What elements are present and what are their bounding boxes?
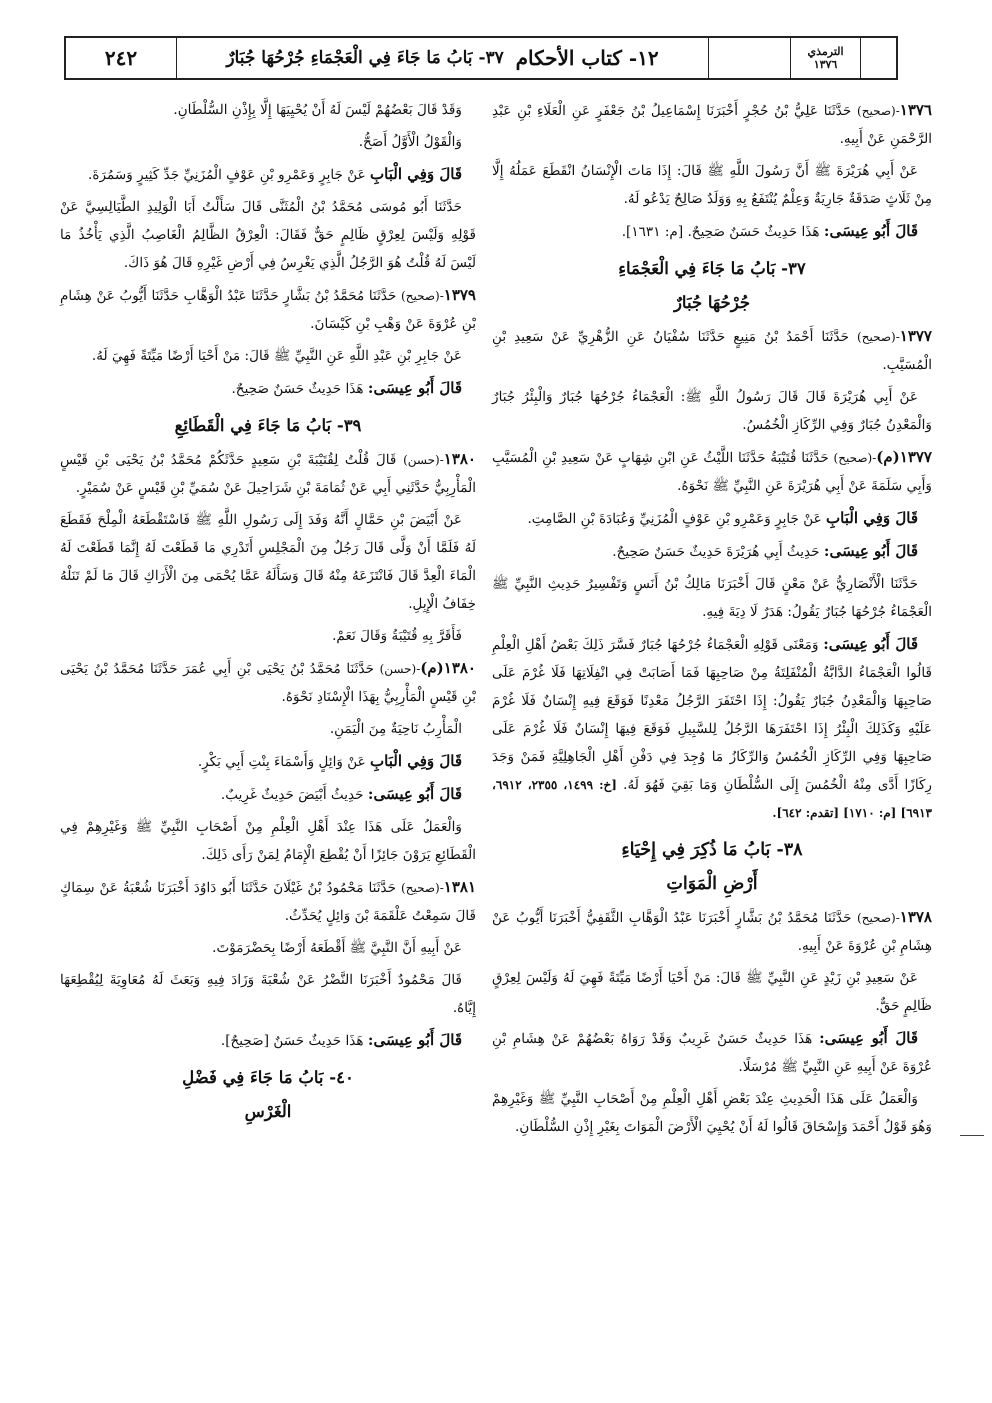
hadith-1381 <box>60 873 476 930</box>
qala-abu-isa: قَالَ أَبُو عِيسَى: <box>823 542 918 560</box>
grading-text: هَذَا حَدِيثٌ حَسَنٌ صَحِيحٌ. <box>231 381 364 397</box>
source-name: الترمذي <box>807 45 844 58</box>
qala-abu-isa: قَالَ أَبُو عِيسَى: <box>367 379 462 397</box>
fil-bab-note <box>492 504 932 533</box>
hadith-number: ١٣٨٠ <box>443 450 476 468</box>
hadith-1379 <box>60 281 476 338</box>
qala-abu-isa: قَالَ أَبُو عِيسَى: <box>367 785 462 803</box>
qala-abu-isa: قَالَ أَبُو عِيسَى: <box>819 1029 919 1047</box>
hadith-matn: عَنْ سَعِيدِ بْنِ زَيْدٍ عَنِ النَّبِيِّ ﷺ قَالَ: مَنْ أَحْيَا أَرْضًا مَيِّتَةً فَهِيَ لَهُ وَلَيْسَ لِعِرْقٍ ظَالِمٍ حَقٌّ. <box>492 970 932 1014</box>
grading-note <box>60 1026 476 1055</box>
hadith-grade-tag: -(صحيح) <box>857 911 900 925</box>
fil-bab-note <box>60 747 476 776</box>
header-title <box>176 38 708 78</box>
chapter-title: ١٢- كتاب الأحكام <box>515 46 659 70</box>
margin-mark <box>960 1135 984 1136</box>
fil-bab-text: عَنْ وَائِلٍ وَأَسْمَاءَ بِنْتِ أَبِي بَكْرٍ. <box>197 754 366 770</box>
qala-fil-bab: قَالَ وَفِي الْبَابِ <box>370 752 462 770</box>
chapter-heading-39 <box>60 409 476 443</box>
hadith-grade-tag: -(صحيح) <box>857 330 900 344</box>
hadith-number: ١٣٧٨ <box>899 908 932 926</box>
grading-note <box>60 374 476 403</box>
hadith-isnad: حَدَّثَنَا مُحَمَّدُ بْنُ يَحْيَى بْنِ أَبِي عُمَرَ حَدَّثَنَا مُحَمَّدُ بْنُ يَحْيَى بْنِ قَيْسٍ الْمَأْرِبِيُّ بِهَذَا الْإِسْنَادِ نَحْوَهُ. <box>60 661 476 705</box>
grading-note <box>492 537 932 566</box>
fil-bab-text: عَنْ جَابِرٍ وَعَمْرِو بْنِ عَوْفٍ الْمُزَنِيِّ جَدِّ كَثِيرٍ وَسَمُرَةَ. <box>88 167 366 183</box>
hadith-grade-tag: -(صحيح) <box>401 289 444 303</box>
grading-note <box>492 217 932 246</box>
practice-note: وَالْعَمَلُ عَلَى هَذَا الْحَدِيثِ عِنْدَ بَعْضِ أَهْلِ الْعِلْمِ مِنْ أَصْحَابِ النَّبِيِّ ﷺ وَغَيْرِهِمْ وَهُوَ قَوْلُ أَحْمَدَ وَإِسْحَاقَ قَالُوا لَهُ أَنْ يُحْيِيَ الْأَرْضَ الْمَوَاتَ بِغَيْرِ إِذْنِ السُّلْطَانِ. <box>492 1091 932 1135</box>
hadith-isnad: حَدَّثَنَا عَلِيُّ بْنُ حُجْرٍ أَخْبَرَنَا إِسْمَاعِيلُ بْنُ جَعْفَرٍ عَنِ الْعَلَاءِ بْنِ عَبْدِ الرَّحْمَنِ عَنْ أَبِيهِ. <box>492 103 932 147</box>
hadith-number: ١٣٨١ <box>443 878 477 896</box>
hadith-grade-tag: -(صحيح) <box>857 104 900 118</box>
left-column <box>60 96 476 1131</box>
hadith-isnad: حَدَّثَنَا أَحْمَدُ بْنُ مَنِيعٍ حَدَّثَنَا سُفْيَانُ عَنِ الزُّهْرِيِّ عَنْ سَعِيدِ بْنِ الْمُسَيَّبِ. <box>492 329 932 373</box>
header-blank-cell-2 <box>708 38 790 78</box>
practice-note: وَالْعَمَلُ عَلَى هَذَا عِنْدَ أَهْلِ الْعِلْمِ مِنْ أَصْحَابِ النَّبِيِّ ﷺ وَغَيْرِهِمْ فِي الْقَطَائِعِ يَرَوْنَ جَائِزًا أَنْ يُقْطِعَ الْإِمَامُ لِمَنْ رَأَى ذَلِكَ. <box>60 819 476 863</box>
hadith-number: ١٣٧٩ <box>443 286 476 304</box>
chapter-heading-line: أَرْضِ الْمَوَاتِ <box>666 874 758 894</box>
affirmation-note: فَأَقَرَّ بِهِ قُتَيْبَةُ وَقَالَ نَعَمْ. <box>332 628 462 644</box>
fil-bab-text: عَنْ جَابِرٍ وَعَمْرِو بْنِ عَوْفٍ الْمُزَنِيِّ وَعُبَادَةَ بْنِ الصَّامِتِ. <box>527 511 822 527</box>
chapter-heading-37 <box>492 252 932 320</box>
hadith-grade-tag: -(حسن) <box>379 662 421 676</box>
chapter-heading-40 <box>60 1061 476 1129</box>
qala-abu-isa: قَالَ أَبُو عِيسَى: <box>823 635 918 653</box>
grading-note <box>492 1024 932 1081</box>
hadith-isnad: حَدَّثَنَا مُحَمَّدُ بْنُ بَشَّارٍ حَدَّثَنَا عَبْدُ الْوَهَّابِ حَدَّثَنَا أَيُّوبُ عَنْ هِشَامِ بْنِ عُرْوَةَ عَنْ وَهْبِ بْنِ كَيْسَانَ. <box>60 288 476 332</box>
hadith-1377 <box>492 322 932 379</box>
hadith-matn: عَنْ أَبِي هُرَيْرَةَ ﷺ أَنَّ رَسُولَ اللَّهِ ﷺ قَالَ: إِذَا مَاتَ الْإِنْسَانُ انْقَطَعَ عَمَلُهُ إِلَّا مِنْ ثَلَاثٍ صَدَقَةٌ جَارِيَةٌ وَعِلْمٌ يُنْتَفَعُ بِهِ وَوَلَدٌ صَالِحٌ يَدْعُو لَهُ. <box>492 163 932 207</box>
hadith-grade-tag: -(حسن) <box>403 453 444 467</box>
continuation-text: وَقَدْ قَالَ بَعْضُهُمْ لَيْسَ لَهُ أَنْ يُحْيِيَهَا إِلَّا بِإِذْنِ السُّلْطَانِ. <box>173 102 462 118</box>
hadith-isnad: حَدَّثَنَا قُتَيْبَةُ حَدَّثَنَا اللَّيْثُ عَنِ ابْنِ شِهَابٍ عَنْ سَعِيدِ بْنِ الْمُسَيَّبِ وَأَبِي سَلَمَةَ عَنْ أَبِي هُرَيْرَةَ عَنِ النَّبِيِّ ﷺ نَحْوَهُ. <box>492 450 932 494</box>
ansari-narration: حَدَّثَنَا الْأَنْصَارِيُّ عَنْ مَعْنٍ قَالَ أَخْبَرَنَا مَالِكُ بْنُ أَنَسٍ وَتَفْسِيرُ حَدِيثِ النَّبِيِّ ﷺ الْعَجْمَاءُ جُرْحُهَا جُبَارٌ يَقُولُ: هَدَرٌ لَا دِيَةَ فِيهِ. <box>492 576 932 620</box>
header-source-cell <box>790 38 860 78</box>
hadith-number: ١٣٧٧(م) <box>876 448 932 466</box>
mahmud-note: قَالَ مَحْمُودٌ أَخْبَرَنَا النَّضْرُ عَنْ شُعْبَةَ وَزَادَ فِيهِ وَبَعَثَ لَهُ مُعَاوِيَةَ لِيُقْطِعَهَا إِيَّاهُ. <box>60 972 476 1016</box>
hadith-1377m <box>492 443 932 500</box>
chapter-heading-line: ٣٩- بَابُ مَا جَاءَ فِي الْقَطَائِعِ <box>174 416 362 435</box>
hadith-matn: عَنْ أَبْيَضَ بْنِ حَمَّالٍ أَنَّهُ وَفَدَ إِلَى رَسُولِ اللَّهِ ﷺ فَاسْتَقْطَعَهُ الْمِلْحَ فَقَطَعَ لَهُ فَلَمَّا أَنْ وَلَّى قَالَ رَجُلٌ مِنَ الْمَجْلِسِ أَتَدْرِي مَا قَطَعْتَ لَهُ إِنَّمَا قَطَعْتَ لَهُ الْمَاءَ الْعِدَّ قَالَ فَانْتَزَعَهُ مِنْهُ قَالَ وَسَأَلَهُ عَمَّا يُحْمَى مِنَ الْأَرَاكِ قَالَ مَا لَمْ تَنَلْهُ خِفَافُ الْإِبِلِ. <box>60 512 476 612</box>
qala-abu-isa: قَالَ أَبُو عِيسَى: <box>367 1031 462 1049</box>
header-blank-cell <box>860 38 896 78</box>
chapter-heading-line: ٣٧- بَابُ مَا جَاءَ فِي الْعَجْمَاءِ <box>618 259 806 278</box>
source-hadith-number: ١٣٧٦ <box>813 58 838 71</box>
qala-abu-isa: قَالَ أَبُو عِيسَى: <box>823 222 918 240</box>
chapter-heading-line: جُرْحُهَا جُبَارٌ <box>673 293 751 312</box>
qala-fil-bab: قَالَ وَفِي الْبَابِ <box>826 509 918 527</box>
chapter-heading-line: ٣٨- بَابُ مَا ذُكِرَ فِي إِحْيَاءِ <box>621 840 803 860</box>
hadith-matn: عَنْ أَبِي هُرَيْرَةَ قَالَ قَالَ رَسُولُ اللَّهِ ﷺ: الْعَجْمَاءُ جُرْحُهَا جُبَارٌ وَالْبِئْرُ جُبَارٌ وَالْمَعْدِنُ جُبَارٌ وَفِي الرِّكَازِ الْخُمُسُ. <box>492 389 932 433</box>
hadith-matn: عَنْ أَبِيهِ أَنَّ النَّبِيَّ ﷺ أَقْطَعَهُ أَرْضًا بِحَضْرَمَوْتَ. <box>212 940 462 956</box>
hadith-grade-tag: -(صحيح) <box>401 881 444 895</box>
right-column <box>492 96 932 1145</box>
grading-text: حَدِيثُ أَبِي هُرَيْرَةَ حَدِيثٌ حَسَنٌ صَحِيحٌ. <box>612 544 820 560</box>
grading-text: هَذَا حَدِيثٌ حَسَنٌ صَحِيحٌ. [م: ١٦٣١]. <box>621 224 820 240</box>
hadith-1380 <box>60 445 476 502</box>
grading-text: هَذَا حَدِيثٌ حَسَنٌ غَرِيبٌ وَقَدْ رَوَاهُ بَعْضُهُمْ عَنْ هِشَامِ بْنِ عُرْوَةَ عَنْ أَبِيهِ عَنِ النَّبِيِّ ﷺ مُرْسَلًا. <box>492 1031 932 1075</box>
grading-text: حَدِيثُ أَبْيَضَ حَدِيثٌ غَرِيبٌ. <box>220 787 364 803</box>
hadith-isnad: حَدَّثَنَا مَحْمُودُ بْنُ غَيْلَانَ حَدَّثَنَا أَبُو دَاوُدَ أَخْبَرَنَا شُعْبَةُ عَنْ سِمَاكٍ قَالَ سَمِعْتُ عَلْقَمَةَ بْنَ وَائِلٍ يُحَدِّثُ. <box>60 880 476 924</box>
chapter-heading-line: ٤٠- بَابُ مَا جَاءَ فِي فَضْلِ <box>182 1068 354 1087</box>
page-number: ٢٤٢ <box>104 46 138 70</box>
hadith-number: ١٣٨٠(م) <box>420 659 476 677</box>
section-title: ٣٧- بَابُ مَا جَاءَ فِي الْعَجْمَاءِ جُرْحُهَا جُبَارٌ <box>226 48 504 68</box>
qala-fil-bab: قَالَ وَفِي الْبَابِ <box>370 165 462 183</box>
chapter-heading-38 <box>492 833 932 901</box>
hadith-number: ١٣٧٧ <box>899 327 932 345</box>
hadith-isnad: قَالَ قُلْتُ لِقُتَيْبَةَ بْنِ سَعِيدٍ حَدَّثَكُمْ مُحَمَّدُ بْنُ يَحْيَى بْنِ قَيْسٍ الْمَأْرِبِيُّ حَدَّثَنِي أَبِي عَنْ ثُمَامَةَ بْنِ شَرَاحِيلَ عَنْ سُمَيِّ بْنِ قَيْسٍ عَنْ سُمَيْرٍ. <box>60 452 476 496</box>
hadith-1380m <box>60 654 476 711</box>
grading-note <box>60 780 476 809</box>
abu-musa-narration: حَدَّثَنَا أَبُو مُوسَى مُحَمَّدُ بْنُ الْمُثَنَّى قَالَ سَأَلْتُ أَبَا الْوَلِيدِ الطَّيَالِسِيَّ عَنْ قَوْلِهِ وَلَيْسَ لِعِرْقٍ ظَالِمٍ حَقٌّ فَقَالَ: الْعِرْقُ الظَّالِمُ الْغَاصِبُ الَّذِي يَأْخُذُ مَا لَيْسَ لَهُ قُلْتُ هُوَ الرَّجُلُ الَّذِي يَغْرِسُ فِي أَرْضِ غَيْرِهِ قَالَ هُوَ ذَاكَ. <box>60 199 476 271</box>
preferred-opinion: وَالْقَوْلُ الْأَوَّلُ أَصَحُّ. <box>358 134 462 150</box>
hadith-grade-tag: -(صحيح) <box>833 451 877 465</box>
explanation-note <box>492 630 932 827</box>
cross-references: [خ: ١٤٩٩، ٢٣٥٥، ٦٩١٢، ٦٩١٣] [م: ١٧١٠] [تقدم: ٦٤٢]. <box>492 778 932 820</box>
hadith-matn: عَنْ جَابِرِ بْنِ عَبْدِ اللَّهِ عَنِ النَّبِيِّ ﷺ قَالَ: مَنْ أَحْيَا أَرْضًا مَيِّتَةً فَهِيَ لَهُ. <box>91 348 462 364</box>
grading-text: هَذَا حَدِيثٌ حَسَنٌ [صَحِيحٌ]. <box>220 1033 364 1049</box>
hadith-number: ١٣٧٦ <box>899 101 932 119</box>
fil-bab-note <box>60 160 476 189</box>
hadith-1378 <box>492 903 932 960</box>
page-header <box>64 36 898 80</box>
explanation-text: وَمَعْنَى قَوْلِهِ الْعَجْمَاءُ جُرْحُهَا جُبَارٌ فَسَّرَ ذَلِكَ بَعْضُ أَهْلِ الْعِلْمِ قَالُوا الْعَجْمَاءُ الدَّابَّةُ الْمُنْفَلِتَةُ مِنْ صَاحِبِهَا فَمَا أَصَابَتْ فِي انْفِلَاتِهَا فَلَا غُرْمَ عَلَى صَاحِبِهَا وَالْمَعْدِنُ جُبَارٌ يَقُولُ: إِذَا احْتَفَرَ الرَّجُلُ مَعْدِنًا فَوَقَعَ فِيهِ إِنْسَانٌ فَلَا غُرْمَ عَلَيْهِ وَكَذَلِكَ الْبِئْرُ إِذَا احْتَفَرَهَا الرَّجُلُ لِلسَّبِيلِ فَوَقَعَ فِيهَا إِنْسَانٌ فَلَا غُرْمَ عَلَى صَاحِبِهَا وَفِي الرِّكَازِ الْخُمُسُ وَالرِّكَازُ مَا وُجِدَ فِي دَفْنِ أَهْلِ الْجَاهِلِيَّةِ فَمَنْ وَجَدَ رِكَازًا أَدَّى مِنْهُ الْخُمُسَ إِلَى السُّلْطَانِ وَمَا بَقِيَ فَهُوَ لَهُ. <box>492 637 932 793</box>
marib-note: الْمَأْرِبُ نَاحِيَةٌ مِنَ الْيَمَنِ. <box>329 721 462 737</box>
hadith-1376 <box>492 96 932 153</box>
hadith-isnad: حَدَّثَنَا مُحَمَّدُ بْنُ بَشَّارٍ أَخْبَرَنَا عَبْدُ الْوَهَّابِ الثَّقَفِيُّ أَخْبَرَنَا أَيُّوبُ عَنْ هِشَامِ بْنِ عُرْوَةَ عَنْ أَبِيهِ. <box>492 910 932 954</box>
chapter-heading-line: الْغَرْسِ <box>244 1102 292 1121</box>
